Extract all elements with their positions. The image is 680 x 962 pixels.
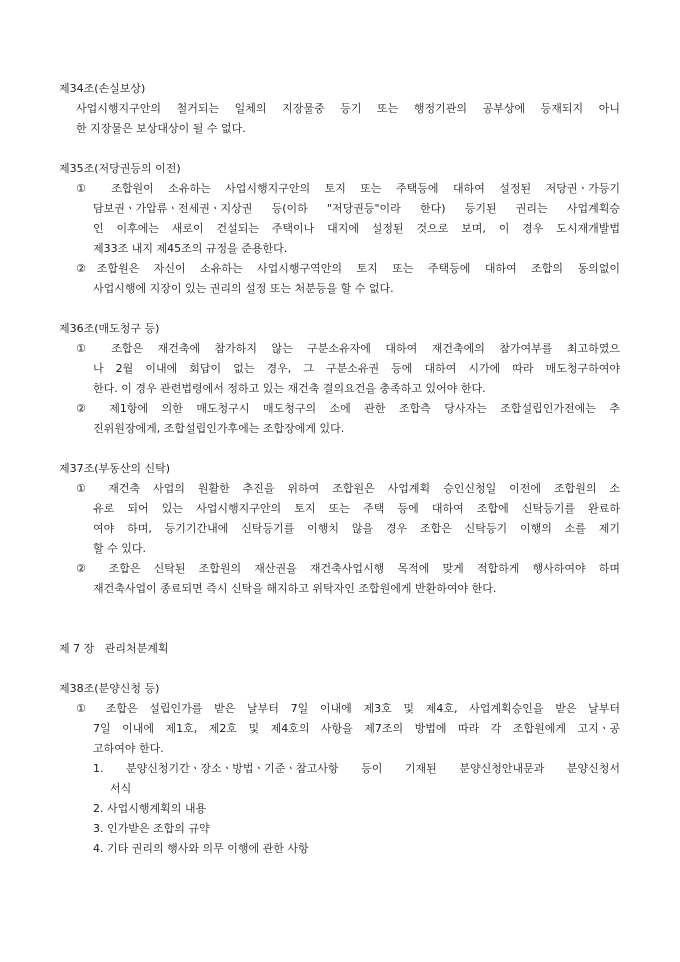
article-37-item-2-line-2: 재건축사업이 종료되면 즉시 신탁을 해지하고 위탁자인 조합원에게 반환하여야 한다.: [93, 582, 497, 595]
article-34-line-1: 사업시행지구안의 철거되는 일체의 지장물중 등기 또는 행정기관의 공부상에 등재되지 아니: [76, 102, 620, 115]
article-35-item-1-line-2: 담보권ㆍ가압류ㆍ전세권ㆍ지상권 등(이하 "저당권등"이라 한다) 등기된 권리는 사업계획승: [93, 202, 620, 215]
article-35-item-1: [76, 179, 620, 259]
article-36-item-1-line-1: ① 조합은 재건축에 참가하지 않는 구분소유자에 대하여 재건축에의 참가여부를 최고하였으: [76, 342, 620, 355]
article-35-title: 제35조(저당권등의 이전): [59, 162, 181, 175]
article-34-body: [76, 99, 620, 139]
article-38-sub-1-line-2: 서식: [110, 782, 132, 795]
article-38-title: 제38조(분양신청 등): [59, 682, 160, 695]
article-37-item-1-line-1: ① 재건축 사업의 원활한 추진을 위하여 조합원은 사업계획 승인신청일 이전에 조합원의 소: [76, 482, 620, 495]
article-38-item-1-line-2: 7일 이내에 제1호, 제2호 및 제4호의 사항을 제7조의 방법에 따라 각 조합원에게 고지ㆍ공: [93, 722, 620, 735]
article-38-item-1-line-3: 고하여야 한다.: [93, 742, 164, 755]
article-38-sub-4: [93, 839, 620, 859]
article-38-sub-2: [93, 799, 620, 819]
article-35-item-1-line-1: ① 조합원이 소유하는 사업시행지구안의 토지 또는 주택등에 대하여 설정된 저당권ㆍ가등기: [76, 182, 620, 195]
article-34-line-2: 한 지장물은 보상대상이 될 수 없다.: [76, 122, 246, 135]
article-35-item-1-line-3: 인 이후에는 새로이 건설되는 주택이나 대지에 설정된 것으로 보며, 이 경우 도시재개발법: [93, 222, 620, 235]
article-38-sub-2-line: 2. 사업시행계획의 내용: [93, 802, 207, 815]
article-37-item-2: [76, 559, 620, 599]
article-35-item-2: [76, 259, 620, 299]
article-36-item-2-line-1: ② 제1항에 의한 매도청구시 매도청구의 소에 관한 조합측 당사자는 조합설립인가전에는 추: [76, 402, 620, 415]
article-36-item-2: [76, 399, 620, 439]
article-38-sub-3-line: 3. 인가받은 조합의 규약: [93, 822, 210, 835]
article-36-item-1: [76, 339, 620, 399]
article-36-item-1-line-2: 나 2월 이내에 회답이 없는 경우, 그 구분소유권 등에 대하여 시가에 따라 매도청구하여야: [93, 362, 620, 375]
article-37-item-1: [76, 479, 620, 559]
article-37-item-1-line-2: 유로 되어 있는 사업시행지구안의 토지 또는 주택 등에 대하여 조합에 신탁등기를 완료하: [93, 502, 620, 515]
article-37-item-2-line-1: ② 조합은 신탁된 조합원의 재산권을 재건축사업시행 목적에 맞게 적합하게 행사하여야 하며: [76, 562, 620, 575]
article-36-title: 제36조(매도청구 등): [59, 322, 160, 335]
article-38-item-1: [76, 699, 620, 759]
article-36-item-1-line-3: 한다. 이 경우 관련법령에서 정하고 있는 재건축 결의요건을 충족하고 있어야 한다.: [93, 382, 486, 395]
article-38-sub-3: [93, 819, 620, 839]
article-37-item-1-line-3: 여야 하며, 등기기간내에 신탁등기를 이행치 않을 경우 조합은 신탁등기 이행의 소를 제기: [93, 522, 620, 535]
chapter-7-title: 제 7 장 관리처분계획: [59, 642, 169, 655]
article-38-sub-1: [93, 759, 620, 799]
article-35-item-2-line-1: ②조합원은 자신이 소유하는 사업시행구역안의 토지 또는 주택등에 대하여 조합의 동의없이: [76, 262, 620, 275]
article-35-item-2-line-2: 사업시행에 지장이 있는 권리의 설정 또는 처분등을 할 수 없다.: [93, 282, 394, 295]
article-37-item-1-line-4: 할 수 있다.: [93, 542, 146, 555]
article-38-sub-1-line-1: 1. 분양신청기간ㆍ장소ㆍ방법ㆍ기준ㆍ참고사항 등이 기재된 분양신청안내문과 분양신청서: [93, 762, 620, 775]
article-34-title: 제34조(손실보상): [59, 82, 146, 95]
article-37-title: 제37조(부동산의 신탁): [59, 462, 171, 475]
article-38-item-1-line-1: ① 조합은 설립인가를 받은 날부터 7일 이내에 제3호 및 제4호, 사업계획승인을 받은 날부터: [76, 702, 620, 715]
article-36-item-2-line-2: 진위원장에게, 조합설립인가후에는 조합장에게 있다.: [93, 422, 345, 435]
article-38-sub-4-line: 4. 기타 권리의 행사와 의무 이행에 관한 사항: [93, 842, 309, 855]
article-35-item-1-line-4: 제33조 내지 제45조의 규정을 준용한다.: [93, 242, 288, 255]
